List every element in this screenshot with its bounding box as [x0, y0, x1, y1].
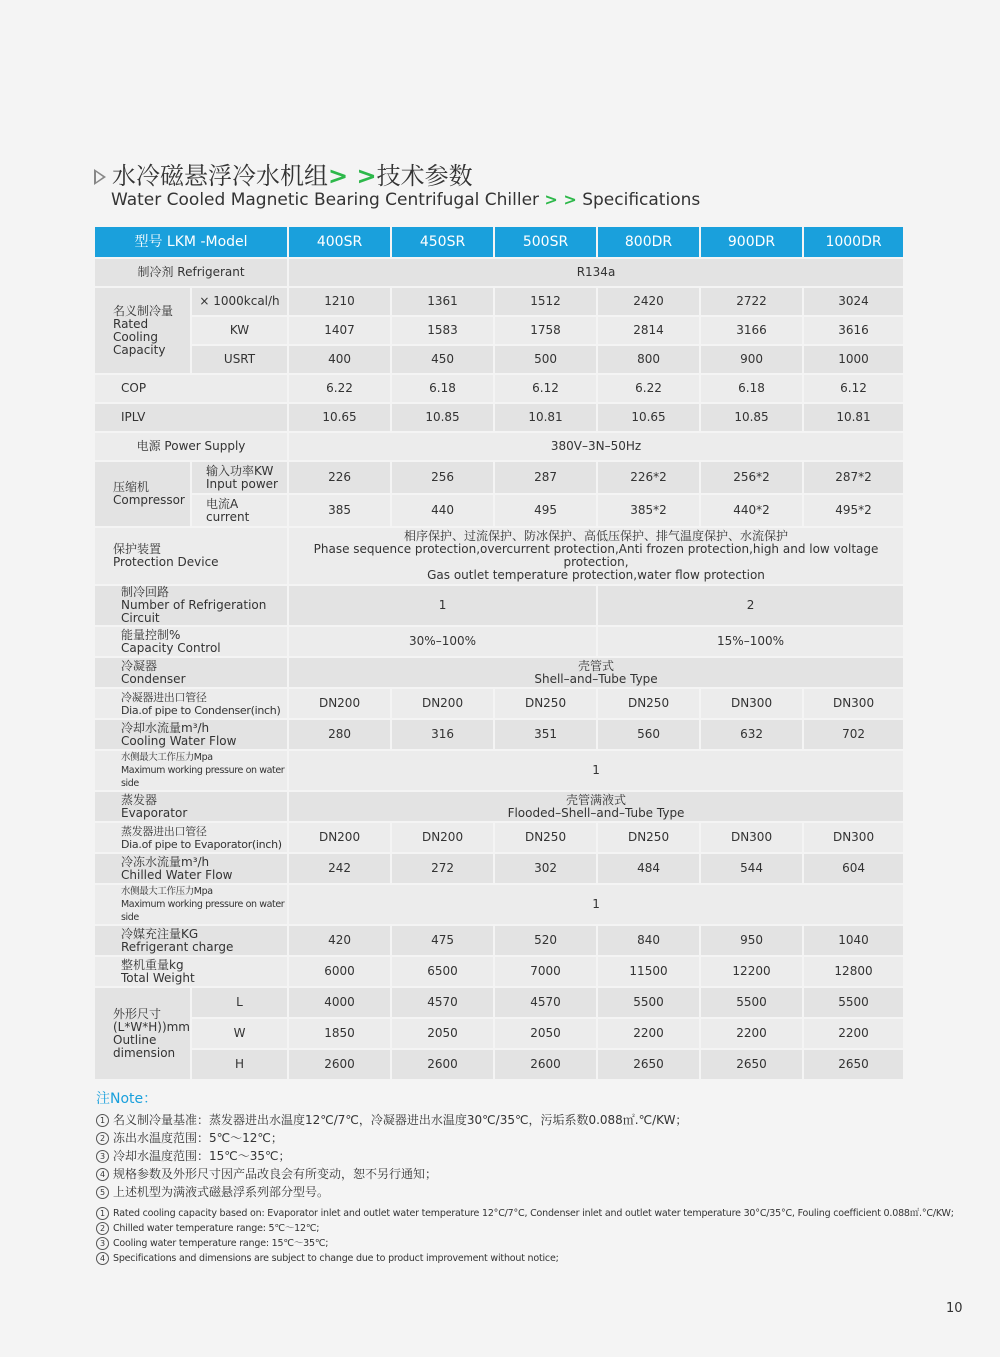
- model-cell: 1000DR: [804, 227, 905, 259]
- note-item: 2 Chilled water temperature range: 5℃～12℃;: [96, 1221, 954, 1236]
- table-cell: 287*2: [804, 462, 905, 495]
- table-cell: 6.22: [598, 375, 701, 404]
- table-cell: 400: [289, 346, 392, 375]
- table-row: [95, 627, 905, 658]
- title-cn-part2: 技术参数: [376, 162, 473, 190]
- table-cell: 1210: [289, 288, 392, 317]
- table-row: [95, 433, 905, 462]
- table-cell: 280: [289, 720, 392, 751]
- table-row: [95, 854, 905, 885]
- table-row: [95, 462, 905, 495]
- note-item: 4 规格参数及外形尺寸因产品改良会有所变动，恕不另行通知；: [96, 1165, 687, 1183]
- refrigerant-value: R134a: [289, 259, 905, 288]
- dimension-axis: H: [192, 1050, 289, 1081]
- table-cell: DN250: [598, 823, 701, 854]
- table-cell: DN200: [289, 823, 392, 854]
- table-cell: 604: [804, 854, 905, 885]
- table-cell: DN300: [701, 823, 804, 854]
- chilled-flow-label: 冷冻水流量m³/h Chilled Water Flow: [95, 854, 289, 885]
- table-cell: 950: [701, 926, 804, 957]
- table-cell: 10.65: [289, 404, 392, 433]
- table-cell: 287: [495, 462, 598, 495]
- protection-label: 保护装置 Protection Device: [95, 528, 289, 586]
- capacity-control-label: 能量控制% Capacity Control: [95, 627, 289, 658]
- title-en-separator: > >: [544, 190, 577, 209]
- note-item: 3 Cooling water temperature range: 15℃～35℃;: [96, 1236, 954, 1251]
- table-cell: 242: [289, 854, 392, 885]
- table-cell: 6000: [289, 957, 392, 988]
- table-row: [95, 988, 905, 1019]
- table-row: [95, 926, 905, 957]
- note-item: 5 上述机型为满液式磁悬浮系列部分型号。: [96, 1183, 687, 1201]
- table-cell: 2650: [804, 1050, 905, 1081]
- table-cell: 2050: [392, 1019, 495, 1050]
- table-cell: 2200: [701, 1019, 804, 1050]
- table-cell: 6500: [392, 957, 495, 988]
- charge-label: 冷媒充注量KG Refrigerant charge: [95, 926, 289, 957]
- table-cell: 12200: [701, 957, 804, 988]
- note-item: 4 Specifications and dimensions are subject to change due to product improvement without notice;: [96, 1251, 954, 1266]
- table-cell: 475: [392, 926, 495, 957]
- table-cell: 10.81: [804, 404, 905, 433]
- table-cell: 1361: [392, 288, 495, 317]
- spec-table: [95, 227, 905, 1081]
- table-cell: 1407: [289, 317, 392, 346]
- table-cell: DN200: [289, 689, 392, 720]
- table-cell: 1000: [804, 346, 905, 375]
- table-cell: 500: [495, 346, 598, 375]
- note-item: 3 冷却水温度范围：15℃～35℃；: [96, 1147, 687, 1165]
- table-cell: 495: [495, 495, 598, 528]
- compressor-unit: 电流A current: [192, 495, 289, 528]
- evaporator-value: 壳管满液式 Flooded–Shell–and–Tube Type: [289, 792, 905, 823]
- table-cell: 2600: [392, 1050, 495, 1081]
- model-cell: 400SR: [289, 227, 392, 259]
- dimension-axis: L: [192, 988, 289, 1019]
- table-cell: 484: [598, 854, 701, 885]
- dimension-axis: W: [192, 1019, 289, 1050]
- title-cn-part1: 水冷磁悬浮冷水机组: [112, 162, 328, 190]
- table-cell: 3166: [701, 317, 804, 346]
- table-cell: 632: [701, 720, 804, 751]
- table-cell: DN300: [804, 823, 905, 854]
- table-cell: 2050: [495, 1019, 598, 1050]
- notes-cn-list: [96, 1111, 687, 1201]
- table-cell: 385*2: [598, 495, 701, 528]
- page-number: 10: [946, 1301, 963, 1316]
- table-row: [95, 751, 905, 792]
- table-row: [95, 586, 905, 627]
- table-row: [95, 317, 905, 346]
- table-cell: 385: [289, 495, 392, 528]
- capacity-unit: KW: [192, 317, 289, 346]
- table-row: [95, 288, 905, 317]
- model-cell: 900DR: [701, 227, 804, 259]
- table-cell: 5500: [804, 988, 905, 1019]
- table-cell: DN300: [804, 689, 905, 720]
- table-row: [95, 823, 905, 854]
- table-cell: 2722: [701, 288, 804, 317]
- page-title-en: [111, 190, 700, 210]
- condenser-label: 冷凝器 Condenser: [95, 658, 289, 689]
- table-row: [95, 495, 905, 528]
- cond-pressure-value: 1: [289, 751, 905, 792]
- table-cell: 2650: [598, 1050, 701, 1081]
- table-cell: 256: [392, 462, 495, 495]
- table-cell: 6.18: [392, 375, 495, 404]
- table-cell: 440*2: [701, 495, 804, 528]
- table-row: [95, 375, 905, 404]
- capacity-control-value: 30%–100%: [289, 627, 598, 658]
- capacity-unit: × 1000kcal/h: [192, 288, 289, 317]
- table-cell: 450: [392, 346, 495, 375]
- cooling-flow-label: 冷却水流量m³/h Cooling Water Flow: [95, 720, 289, 751]
- weight-label: 整机重量kg Total Weight: [95, 957, 289, 988]
- table-cell: 4570: [495, 988, 598, 1019]
- table-cell: 11500: [598, 957, 701, 988]
- table-cell: 302: [495, 854, 598, 885]
- table-row: [95, 404, 905, 433]
- table-cell: 1850: [289, 1019, 392, 1050]
- table-cell: 226: [289, 462, 392, 495]
- model-header: 型号 LKM -Model: [95, 227, 289, 259]
- table-row: [95, 792, 905, 823]
- model-cell: 500SR: [495, 227, 598, 259]
- evap-pipe-label: 蒸发器进出口管径 Dia.of pipe to Evaporator(inch): [95, 823, 289, 854]
- table-cell: DN200: [392, 689, 495, 720]
- table-cell: 495*2: [804, 495, 905, 528]
- table-row: [95, 1050, 905, 1081]
- table-cell: 560: [598, 720, 701, 751]
- table-cell: 1040: [804, 926, 905, 957]
- compressor-label: 压缩机 Compressor: [95, 462, 192, 528]
- table-cell: 2420: [598, 288, 701, 317]
- table-cell: 256*2: [701, 462, 804, 495]
- table-cell: 6.12: [495, 375, 598, 404]
- table-cell: 351: [495, 720, 598, 751]
- table-row: [95, 957, 905, 988]
- table-cell: 6.22: [289, 375, 392, 404]
- table-cell: 1512: [495, 288, 598, 317]
- title-en-part1: Water Cooled Magnetic Bearing Centrifugal Chiller: [111, 190, 540, 210]
- dimension-label: 外形尺寸 (L*W*H))mm Outline dimension: [95, 988, 192, 1081]
- table-cell: DN250: [495, 689, 598, 720]
- notes-heading: 注Note：: [96, 1091, 158, 1107]
- compressor-unit: 输入功率KW Input power: [192, 462, 289, 495]
- table-cell: 900: [701, 346, 804, 375]
- table-cell: 226*2: [598, 462, 701, 495]
- table-row: [95, 658, 905, 689]
- power-supply-label: 电源 Power Supply: [95, 433, 289, 462]
- table-cell: 544: [701, 854, 804, 885]
- table-cell: 1758: [495, 317, 598, 346]
- note-item: 2 冻出水温度范围：5℃～12℃；: [96, 1129, 687, 1147]
- circuit-value: 1: [289, 586, 598, 627]
- table-row: [95, 346, 905, 375]
- table-cell: 2650: [701, 1050, 804, 1081]
- title-separator: > >: [328, 162, 377, 190]
- table-cell: 840: [598, 926, 701, 957]
- table-cell: 420: [289, 926, 392, 957]
- table-cell: 3024: [804, 288, 905, 317]
- evap-pressure-value: 1: [289, 885, 905, 926]
- table-cell: 520: [495, 926, 598, 957]
- cond-pressure-label: 水侧最大工作压力Mpa Maximum working pressure on water side: [95, 751, 289, 792]
- table-row: [95, 259, 905, 288]
- protection-value: 相序保护、过流保护、防冰保护、高低压保护、排气温度保护、水流保护 Phase sequence protection,overcurrent protection,Anti frozen protection,high and low voltage protection, Gas outlet temperature protection,water flow protection: [289, 528, 905, 586]
- table-cell: 1583: [392, 317, 495, 346]
- page-title-cn: [94, 156, 473, 191]
- table-cell: 2600: [289, 1050, 392, 1081]
- table-cell: 2200: [598, 1019, 701, 1050]
- capacity-label: 名义制冷量 Rated Cooling Capacity: [95, 288, 192, 375]
- table-cell: 10.85: [392, 404, 495, 433]
- table-row: [95, 885, 905, 926]
- table-cell: DN250: [598, 689, 701, 720]
- table-cell: 2600: [495, 1050, 598, 1081]
- capacity-control-value: 15%–100%: [598, 627, 905, 658]
- table-cell: 702: [804, 720, 905, 751]
- table-cell: 10.81: [495, 404, 598, 433]
- table-header-row: [95, 227, 905, 259]
- cop-label: COP: [95, 375, 289, 404]
- table-cell: 4570: [392, 988, 495, 1019]
- note-item: 1 名义制冷量基准：蒸发器进出水温度12℃/7℃，冷凝器进出水温度30℃/35℃，污垢系数0.088㎡.℃/KW；: [96, 1111, 687, 1129]
- table-row: [95, 720, 905, 751]
- iplv-label: IPLV: [95, 404, 289, 433]
- table-cell: 440: [392, 495, 495, 528]
- table-cell: DN250: [495, 823, 598, 854]
- capacity-unit: USRT: [192, 346, 289, 375]
- evaporator-label: 蒸发器 Evaporator: [95, 792, 289, 823]
- table-cell: DN300: [701, 689, 804, 720]
- table-cell: 3616: [804, 317, 905, 346]
- table-cell: 7000: [495, 957, 598, 988]
- circuit-value: 2: [598, 586, 905, 627]
- model-cell: 450SR: [392, 227, 495, 259]
- table-cell: 272: [392, 854, 495, 885]
- table-cell: 2200: [804, 1019, 905, 1050]
- condenser-pipe-label: 冷凝器进出口管径 Dia.of pipe to Condenser(inch): [95, 689, 289, 720]
- refrigerant-label: 制冷剂 Refrigerant: [95, 259, 289, 288]
- table-row: [95, 1019, 905, 1050]
- evap-pressure-label: 水侧最大工作压力Mpa Maximum working pressure on water side: [95, 885, 289, 926]
- table-cell: 10.65: [598, 404, 701, 433]
- title-en-part2: Specifications: [582, 190, 701, 210]
- note-item: 1 Rated cooling capacity based on: Evaporator inlet and outlet water temperature 12°C/7°C, Condenser inlet and outlet water temperature 30°C/35°C, Fouling coefficient 0.088㎡.°C/KW;: [96, 1206, 954, 1221]
- table-cell: DN200: [392, 823, 495, 854]
- triangle-icon: [94, 169, 106, 185]
- table-cell: 800: [598, 346, 701, 375]
- table-cell: 6.18: [701, 375, 804, 404]
- model-cell: 800DR: [598, 227, 701, 259]
- table-row: [95, 528, 905, 586]
- condenser-value: 壳管式 Shell–and–Tube Type: [289, 658, 905, 689]
- table-cell: 12800: [804, 957, 905, 988]
- table-cell: 4000: [289, 988, 392, 1019]
- table-cell: 6.12: [804, 375, 905, 404]
- circuit-label: 制冷回路 Number of Refrigeration Circuit: [95, 586, 289, 627]
- table-cell: 2814: [598, 317, 701, 346]
- table-row: [95, 689, 905, 720]
- table-cell: 316: [392, 720, 495, 751]
- table-cell: 5500: [701, 988, 804, 1019]
- power-supply-value: 380V–3N–50Hz: [289, 433, 905, 462]
- table-cell: 10.85: [701, 404, 804, 433]
- notes-en-list: [96, 1206, 954, 1266]
- table-cell: 5500: [598, 988, 701, 1019]
